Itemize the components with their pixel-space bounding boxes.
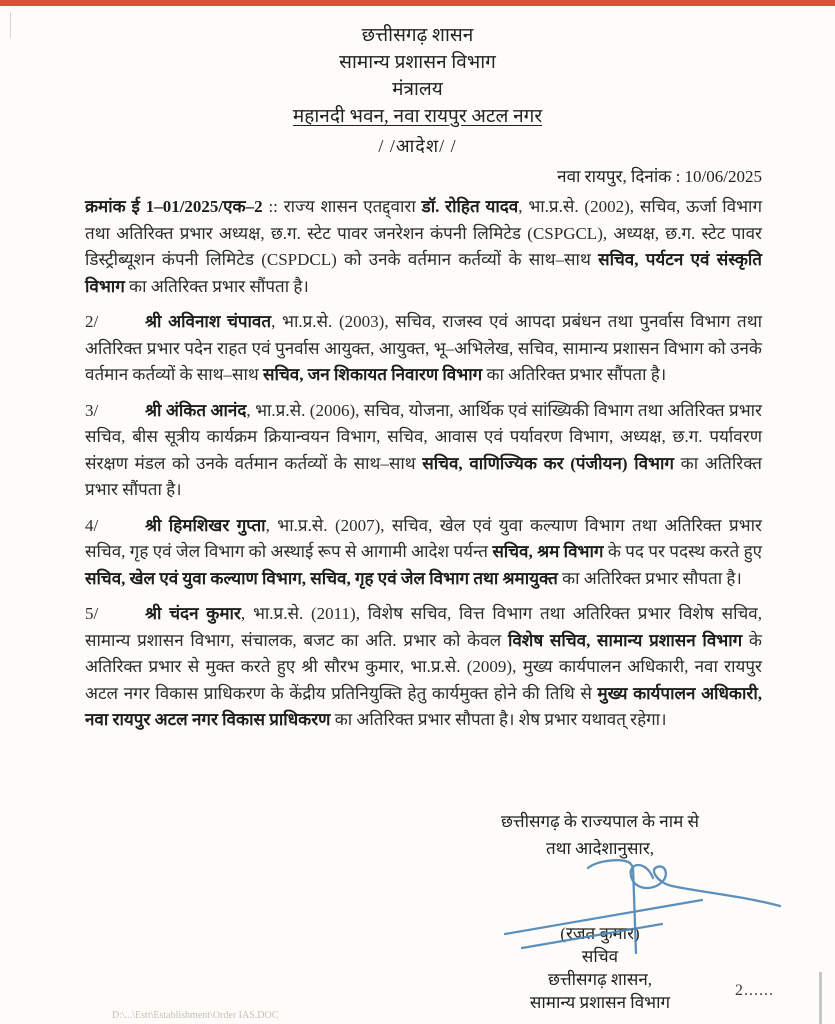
order-title: / /आदेश/ / bbox=[378, 136, 457, 156]
address-line: महानदी भवन, नवा रायपुर अटल नगर bbox=[292, 106, 543, 127]
paragraph-number: 2/ bbox=[85, 312, 99, 331]
paragraph-text: श्री हिमशिखर गुप्ता, भा.प्र.से. (2007), सचिव, खेल एवं युवा कल्याण विभाग तथा अतिरिक्त प्रभार सचिव, गृह एवं जेल विभाग को अस्थाई रूप से आगामी आदेश पर्यन्त सचिव, श्रम विभाग के पद पर पदस्थ करते हुए सचिव, खेल एवं युवा कल्याण विभाग, सचिव, गृह एवं जेल विभाग तथा श्रमायुक्त का अतिरिक्त प्रभार सौपता है। bbox=[85, 515, 763, 588]
government-name: छत्तीसगढ़ शासन bbox=[361, 25, 474, 46]
signatory-org-line: सामान्य प्रशासन विभाग bbox=[529, 993, 671, 1012]
page-number: 2...... bbox=[735, 982, 774, 999]
order-paragraph-2 bbox=[85, 309, 762, 389]
order-paragraph-4 bbox=[85, 513, 762, 593]
paragraph-number: 3/ bbox=[85, 400, 99, 420]
document-file-path: D:\...\Estt\Establishment\Order IAS.DOC bbox=[112, 1010, 279, 1021]
scan-artifact-edge bbox=[819, 972, 822, 1024]
signatory-org-line: छत्तीसगढ़ शासन, bbox=[547, 970, 653, 989]
paragraph-number: 5/ bbox=[85, 604, 99, 623]
authority-line: तथा आदेशानुसार, bbox=[545, 839, 655, 858]
letterhead bbox=[0, 22, 835, 130]
paragraph-text: क्रमांक ई 1–01/2025/एक–2 :: राज्य शासन एतद्द्वारा डॉ. रोहित यादव, भा.प्र.से. (2002), सचिव, ऊर्जा विभाग तथा अतिरिक्त प्रभार अध्यक्ष, छ.ग. स्टेट पावर जनरेशन कंपनी लिमिटेड (CSPGCL), अध्यक्ष, छ.ग. स्टेट पावर डिस्ट्रीब्यूशन कंपनी लिमिटेड (CSPDCL) को उनके वर्तमान कर्तव्यों के साथ–साथ सचिव, पर्यटन एवं संस्कृति विभाग का अतिरिक्त प्रभार सौंपता है। bbox=[85, 197, 763, 296]
signatory-designation: सचिव bbox=[581, 947, 619, 966]
paragraph-text: श्री अविनाश चंपावत, भा.प्र.से. (2003), सचिव, राजस्व एवं आपदा प्रबंधन तथा पुनर्वास विभाग तथा अतिरिक्त प्रभार पदेन राहत एवं पुनर्वास आयुक्त, आयुक्त, भू–अभिलेख, सचिव, सामान्य प्रशासन विभाग को उनके वर्तमान कर्तव्यों के साथ–साथ सचिव, जन शिकायत निवारण विभाग का अतिरिक्त प्रभार सौंपता है। bbox=[85, 312, 762, 384]
order-body bbox=[85, 194, 762, 743]
department-name: सामान्य प्रशासन विभाग bbox=[339, 52, 496, 73]
scan-top-red-bar bbox=[0, 0, 835, 6]
order-paragraph-5 bbox=[85, 601, 762, 734]
order-paragraph-3 bbox=[85, 398, 762, 504]
paragraph-text: श्री चंदन कुमार, भा.प्र.से. (2011), विशेष सचिव, वित्त विभाग तथा अतिरिक्त प्रभार विशेष सचिव, सामान्य प्रशासन विभाग, संचालक, बजट का अति. प्रभार को केवल विशेष सचिव, सामान्य प्रशासन विभाग के अतिरिक्त प्रभार से मुक्त करते हुए श्री सौरभ कुमार, भा.प्र.से. (2009), मुख्य कार्यपालन अधिकारी, नवा रायपुर अटल नगर विकास प्राधिकरण के केंद्रीय प्रतिनियुक्ति हेतु कार्यमुक्त होने की तिथि से मुख्य कार्यपालन अधिकारी, नवा रायपुर अटल नगर विकास प्राधिकरण का अतिरिक्त प्रभार सौपता है। शेष प्रभार यथावत् रहेगा। bbox=[85, 604, 762, 729]
signature-space bbox=[430, 862, 770, 922]
paragraph-number: 4/ bbox=[85, 515, 99, 535]
ministry-line: मंत्रालय bbox=[392, 79, 443, 100]
authority-line: छत्तीसगढ़ के राज्यपाल के नाम से bbox=[500, 812, 700, 831]
signature-block bbox=[430, 808, 770, 1014]
paragraph-text: श्री अंकित आनंद, भा.प्र.से. (2006), सचिव, योजना, आर्थिक एवं सांख्यिकी विभाग तथा अतिरिक्त प्रभार सचिव, बीस सूत्रीय कार्यक्रम क्रियान्वयन विभाग, सचिव, आवास एवं पर्यावरण विभाग, अध्यक्ष, छ.ग. पर्यावरण संरक्षण मंडल को उनके वर्तमान कर्तव्यों के साथ–साथ सचिव, वाणिज्यिक कर (पंजीयन) विभाग का अतिरिक्त प्रभार सौंपता है। bbox=[85, 400, 763, 499]
signatory-name: (रजत कुमार) bbox=[560, 924, 640, 943]
place-date-line: नवा रायपुर, दिनांक : 10/06/2025 bbox=[557, 167, 762, 186]
order-paragraph-1 bbox=[85, 194, 762, 300]
